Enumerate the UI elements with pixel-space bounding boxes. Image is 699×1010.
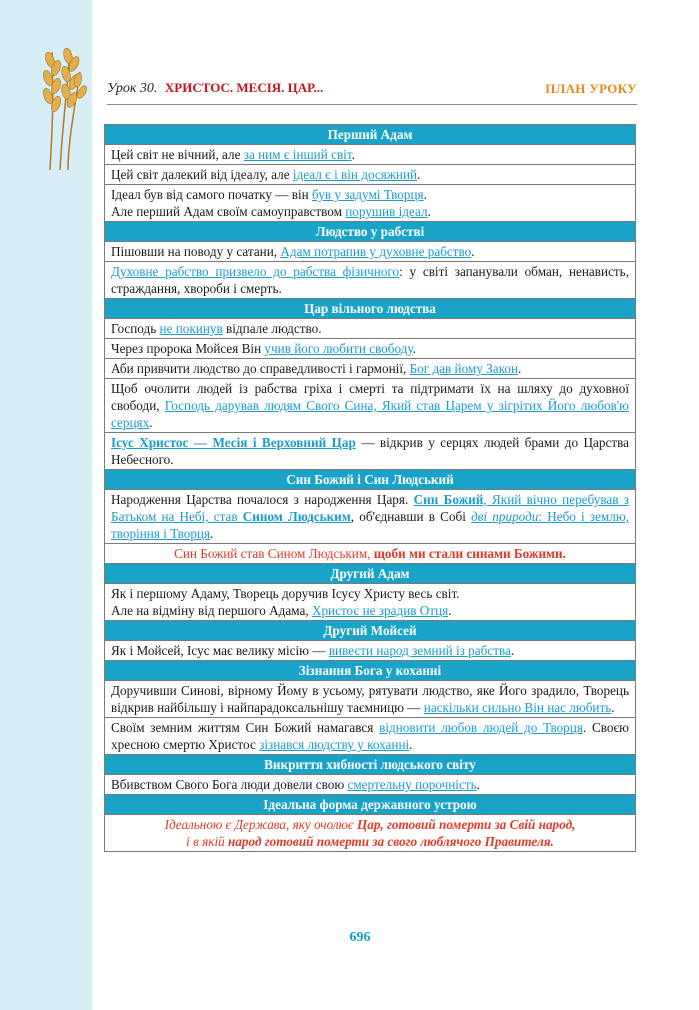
section-heading: Перший Адам xyxy=(105,125,636,145)
lesson-title: ХРИСТОС. МЕСІЯ. ЦАР... xyxy=(164,80,324,95)
plan-row: Аби привчити людство до справедливості і гармонії, Бог дав йому Закон. xyxy=(105,359,636,379)
plan-row: Ідеальною є Держава, яку очолює Цар, готовий померти за Свій народ, і в якій народ готовий померти за свого люблячого Правителя. xyxy=(105,815,636,852)
plan-row: Цей світ далекий від ідеалу, але ідеал є і він досяжний. xyxy=(105,165,636,185)
plan-row: Господь не покинув відпале людство. xyxy=(105,319,636,339)
page-header xyxy=(107,80,637,100)
plan-row: Своїм земним життям Син Божий намагався відновити любов людей до Творця. Своєю хресною смертю Христос зізнався людству у коханні. xyxy=(105,718,636,755)
lesson-heading xyxy=(107,80,323,97)
wheat-icon xyxy=(28,32,88,172)
plan-row: Щоб очолити людей із рабства гріха і смерті та підтримати їх на шляху до духовної свободи, Господь дарував людям Свого Сина, Який став Царем у зігрітих Його любов'ю серцях. xyxy=(105,379,636,433)
lesson-plan-table xyxy=(104,124,636,852)
section-heading: Зізнання Бога у коханні xyxy=(105,661,636,681)
plan-row: Цей світ не вічний, але за ним є інший світ. xyxy=(105,145,636,165)
plan-row: Через пророка Мойсея Він учив його любити свободу. xyxy=(105,339,636,359)
plan-row: Доручивши Синові, вірному Йому в усьому, рятувати людство, яке Його зрадило, Творець відкрив найбільшу і найпарадоксальнішу таємницю — наскільки сильно Він нас любить. xyxy=(105,681,636,718)
plan-row: Син Божий став Сином Людським, щоби ми стали синами Божими. xyxy=(105,544,636,564)
plan-row: Як і першому Адаму, Творець доручив Ісусу Христу весь світ. Але на відміну від першого Адама, Христос не зрадив Отця. xyxy=(105,584,636,621)
section-heading: Цар вільного людства xyxy=(105,299,636,319)
section-heading: Ідеальна форма державного устрою xyxy=(105,795,636,815)
plan-row: Вбивством Свого Бога люди довели свою смертельну порочність. xyxy=(105,775,636,795)
section-label: ПЛАН УРОКУ xyxy=(545,81,637,96)
section-heading: Викриття хибності людського світу xyxy=(105,755,636,775)
section-heading: Другий Мойсей xyxy=(105,621,636,641)
section-heading: Другий Адам xyxy=(105,564,636,584)
plan-row: Пішовши на поводу у сатани, Адам потрапив у духовне рабство. xyxy=(105,242,636,262)
page-number: 696 xyxy=(349,930,371,945)
plan-row: Як і Мойсей, Ісус має велику місію — вивести народ земний із рабства. xyxy=(105,641,636,661)
section-heading: Людство у рабстві xyxy=(105,222,636,242)
plan-row: Народження Царства почалося з народження Царя. Син Божий, Який вічно перебував з Батьком на Небі, став Сином Людським, об'єднавши в Собі дві природи: Небо і землю, творіння і Творця. xyxy=(105,490,636,544)
lesson-label: Урок 30. xyxy=(107,81,158,96)
section-heading: Син Божий і Син Людський xyxy=(105,470,636,490)
plan-row: Ісус Христос — Месія і Верховний Цар — відкрив у серцях людей брами до Царства Небесного. xyxy=(105,433,636,470)
plan-row: Духовне рабство призвело до рабства фізичного: у світі запанували обман, ненависть, страждання, хвороби і смерть. xyxy=(105,262,636,299)
plan-row: Ідеал був від самого початку — він був у задумі Творця. Але перший Адам своїм самоуправством порушив ідеал. xyxy=(105,185,636,222)
header-divider xyxy=(107,104,637,105)
